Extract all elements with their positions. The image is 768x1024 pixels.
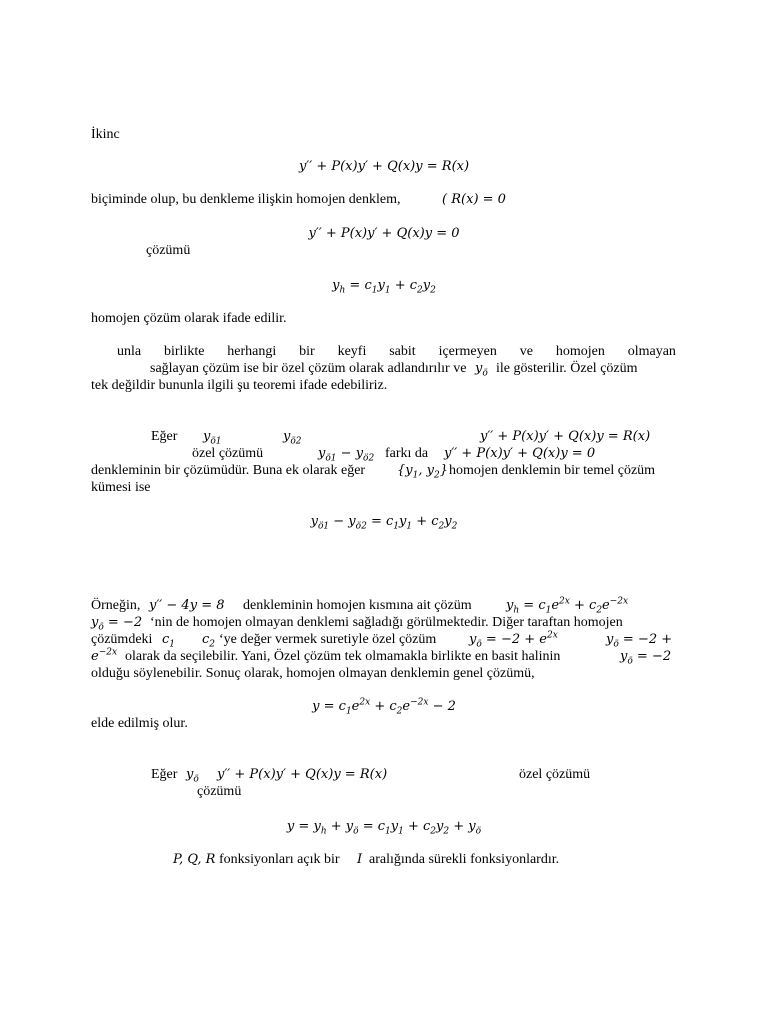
text-cozumdeki: çözümdeki <box>91 632 153 647</box>
text-ornegin: Örneğin, <box>91 598 141 613</box>
text-eger: Eğer <box>151 429 178 444</box>
math-yo-minus-2: $y_ö = -2$ <box>91 615 143 633</box>
math-yo-theorem: $y_ö$ <box>186 767 199 785</box>
math-interval-i: I <box>357 852 363 867</box>
text-kumesi-ise: kümesi ise <box>91 480 151 495</box>
paragraph-justified-line <box>117 343 676 360</box>
word: herhangi <box>227 344 277 359</box>
math-particular-2-start: $y_ö = -2$ + <box>606 632 673 650</box>
text-farki-da: farkı da <box>385 446 429 461</box>
text-ozel-cozumu-2: özel çözümü <box>519 767 591 782</box>
equation-theorem-homogeneous: y′′ + P(x)y′ + Q(x)y = 0 <box>444 446 596 461</box>
text-denkleminin: denkleminin bir çözümüdür. Buna ek olarak eğer <box>91 463 366 478</box>
text-saglayan: sağlayan çözüm ise bir özel çözüm olarak adlandırılır ve <box>150 361 467 376</box>
text-ozel-cozumu: özel çözümü <box>192 446 264 461</box>
equation-complete-solution: $y = y_h + y_ö = c_1y_1 + c_2y_2 + y_ö$ <box>286 819 482 837</box>
equation-theorem2: y′′ + P(x)y′ + Q(x)y = R(x) <box>217 767 388 782</box>
math-c1: $c_1$ <box>162 632 176 650</box>
text-elde-edilmis: elde edilmiş olur. <box>91 716 188 731</box>
math-example-equation: y′′ − 4y = 8 <box>149 598 225 613</box>
text-oldugu: olduğu söylenebilir. Sonuç olarak, homojen olmayan denklemin genel çözümü, <box>91 666 535 681</box>
text-ye-deger: ‘ye değer vermek suretiyle özel çözüm <box>219 632 437 647</box>
word: keyfi <box>337 344 367 359</box>
word: bir <box>299 344 315 359</box>
equation-general-solution: $y = c_1e^{2x} + c_2e^{-2x} - 2$ <box>312 697 456 717</box>
text-ile-gosterilir: ile gösterilir. Özel çözüm <box>496 361 638 376</box>
word: içermeyen <box>438 344 497 359</box>
word: ve <box>519 344 533 359</box>
math-set-y1-y2: {$y_1$, $y_2$} <box>397 463 449 481</box>
equation-nonhomogeneous: y′′ + P(x)y′ + Q(x)y = R(x) <box>298 159 470 174</box>
math-yo1-minus-yo2: $y_{ö1} - y_{ö2}$ <box>318 446 375 464</box>
text-homojen-cozum: homojen çözüm olarak ifade edilir. <box>91 311 287 326</box>
text-cozumu: çözümü <box>146 243 191 258</box>
word: olmayan <box>627 344 676 359</box>
equation-theorem-nonhomogeneous: y′′ + P(x)y′ + Q(x)y = R(x) <box>480 429 651 444</box>
text-nin-de-homojen: ‘nin de homojen olmayan denklemi sağladığı görülmektedir. Diğer taraftan homojen <box>150 615 623 630</box>
text-denkleminin-homojen: denkleminin homojen kısmına ait çözüm <box>243 598 472 613</box>
equation-homogeneous: y′′ + P(x)y′ + Q(x)y = 0 <box>308 226 460 241</box>
text-bicimde: biçiminde olup, bu denkleme ilişkin homojen denklem, <box>91 192 401 207</box>
math-rx-zero: ( R(x) = 0 <box>442 192 506 207</box>
math-yo: $y_ö$ <box>475 361 488 379</box>
math-c2: $c_2$ <box>202 632 216 650</box>
text-fonksiyonlari: fonksiyonları açık bir <box>219 852 340 867</box>
math-simplest-particular: $y_ö = -2$ <box>620 649 672 667</box>
text-cozumu-2: çözümü <box>197 784 242 799</box>
equation-homogeneous-solution: $y_h = c_1y_1 + c_2y_2$ <box>332 278 436 296</box>
word: homojen <box>555 344 605 359</box>
math-particular-2-end: $e^{-2x}$ <box>91 647 118 664</box>
word: sabit <box>389 344 416 359</box>
text-araliginda: aralığında sürekli fonksiyonlardır. <box>369 852 560 867</box>
text-temel-cozum: homojen denklemin bir temel çözüm <box>449 463 656 478</box>
math-particular-1: $y_ö = -2 + e^{2x}$ <box>469 630 558 650</box>
word: birlikte <box>163 344 205 359</box>
text-olarak-da: olarak da seçilebilir. Yani, Özel çözüm tek olmamakla birlikte en basit halinin <box>125 649 561 664</box>
word: unla <box>117 344 142 359</box>
equation-difference: $y_{ö1} - y_{ö2} = c_1y_1 + c_2y_2$ <box>310 514 458 532</box>
math-yo2: $y_{ö2}$ <box>283 429 302 447</box>
math-yo1: $y_{ö1}$ <box>203 429 222 447</box>
text-ikinc: İkinc <box>91 127 120 142</box>
math-pqr: P, Q, R <box>173 852 216 867</box>
text-tek-degildir: tek değildir bununla ilgili şu teoremi ifade edebiliriz. <box>91 378 388 393</box>
math-example-homogeneous-solution: $y_h = c_1e^{2x} + c_2e^{-2x}$ <box>506 596 629 616</box>
text-eger-2: Eğer <box>151 767 178 782</box>
